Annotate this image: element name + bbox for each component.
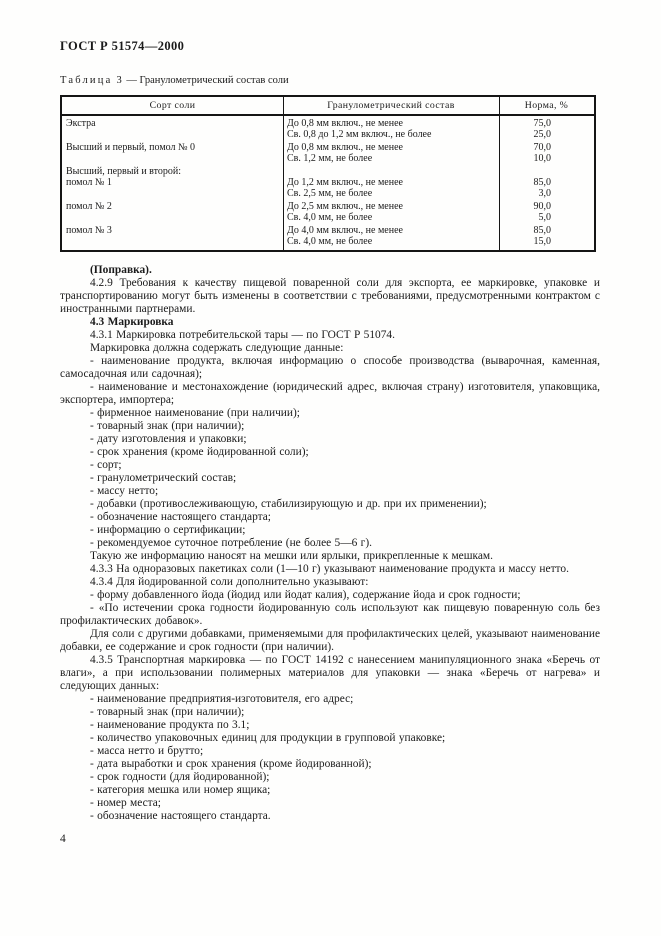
cell-composition bbox=[283, 166, 499, 199]
table-column-header: Норма, % bbox=[524, 100, 569, 111]
table-cell-line: 5,0 bbox=[538, 212, 551, 223]
cell-norm bbox=[499, 201, 594, 223]
paragraph: 4.3.5 Транспортная маркировка — по ГОСТ 14192 с нанесением манипуляционного знака «Беречь от влаги», а при использовании полимерных материалов для упаковки — знака «Беречь от нагрева» и следующих данных: bbox=[60, 654, 600, 692]
table-cell-line: 85,0 bbox=[533, 225, 551, 236]
table-cell-line: До 0,8 мм включ., не менее bbox=[287, 118, 403, 129]
paragraph: - обозначение настоящего стандарта; bbox=[90, 511, 271, 523]
paragraph: - товарный знак (при наличии); bbox=[90, 420, 245, 432]
paragraph: 4.3.1 Маркировка потребительской тары — по ГОСТ Р 51074. bbox=[90, 329, 395, 341]
paragraph: - масса нетто и брутто; bbox=[90, 745, 204, 757]
table-cell-line: До 1,2 мм включ., не менее bbox=[287, 177, 403, 188]
table-cell-line: 75,0 bbox=[533, 118, 551, 129]
paragraph: - срок годности (для йодированной); bbox=[90, 771, 270, 783]
section-heading: 4.3 Маркировка bbox=[90, 316, 174, 328]
table-column-divider bbox=[283, 97, 284, 250]
paragraph: - обозначение настоящего стандарта. bbox=[90, 810, 271, 822]
table-cell-line: помол № 2 bbox=[66, 201, 112, 212]
table-cell-line: Высший, первый и второй: bbox=[66, 166, 182, 177]
paragraph: - дата выработки и срок хранения (кроме йодированной); bbox=[90, 758, 372, 770]
table-caption bbox=[60, 74, 600, 88]
table-cell-line: До 2,5 мм включ., не менее bbox=[287, 201, 403, 212]
table-cell-line: 70,0 bbox=[533, 142, 551, 153]
paragraph: Такую же информацию наносят на мешки или ярлыки, прикрепленные к мешкам. bbox=[90, 550, 493, 562]
cell-sort bbox=[62, 142, 283, 164]
table-cell-line: 10,0 bbox=[533, 153, 551, 164]
table-row bbox=[62, 201, 594, 223]
table-cell-line: 90,0 bbox=[533, 201, 551, 212]
paragraph: 4.3.3 На одноразовых пакетиках соли (1—10 г) указывают наименование продукта и массу нетто. bbox=[90, 563, 569, 575]
table-cell-line: помол № 3 bbox=[66, 225, 112, 236]
cell-sort bbox=[62, 201, 283, 223]
cell-norm bbox=[499, 118, 594, 140]
table-column-header: Сорт соли bbox=[149, 100, 196, 111]
paragraph: Для соли с другими добавками, применяемыми для профилактических целей, указывают наименование добавки, ее содержание и срок годности (при наличии). bbox=[60, 628, 600, 653]
paragraph: - дату изготовления и упаковки; bbox=[90, 433, 247, 445]
paragraph: - наименование продукта, включая информацию о способе производства (выварочная, каменная, самосадочная или садочная); bbox=[60, 355, 600, 380]
table-row bbox=[62, 225, 594, 247]
table-caption-number: 3 bbox=[116, 75, 122, 86]
cell-composition bbox=[283, 225, 499, 247]
cell-norm bbox=[499, 166, 594, 199]
cell-sort bbox=[62, 166, 283, 199]
section-heading: (Поправка). bbox=[90, 264, 152, 276]
paragraph: - номер места; bbox=[90, 797, 161, 809]
table-cell-line: 3,0 bbox=[538, 188, 551, 199]
paragraph: - количество упаковочных единиц для продукции в групповой упаковке; bbox=[90, 732, 446, 744]
paragraph: - добавки (противослеживающую, стабилизирующую и др. при их применении); bbox=[90, 498, 487, 510]
paragraph: - информацию о сертификации; bbox=[90, 524, 246, 536]
paragraph: - срок хранения (кроме йодированной соли); bbox=[90, 446, 309, 458]
table-cell-line: Экстра bbox=[66, 118, 96, 129]
table-cell-line bbox=[499, 166, 594, 177]
paragraph: - категория мешка или номер ящика; bbox=[90, 784, 271, 796]
table-cell-line: Св. 4,0 мм, не более bbox=[287, 236, 373, 247]
paragraph: - рекомендуемое суточное потребление (не более 5—6 г). bbox=[90, 537, 372, 549]
table-caption-text: — Гранулометрический состав соли bbox=[126, 75, 289, 86]
table-caption-word: Таблица bbox=[60, 75, 113, 86]
paragraph: - фирменное наименование (при наличии); bbox=[90, 407, 300, 419]
table-row bbox=[62, 142, 594, 164]
table-cell-line: Св. 2,5 мм, не более bbox=[287, 188, 373, 199]
body-text bbox=[60, 264, 600, 823]
table-column-divider bbox=[499, 97, 500, 250]
paragraph: - товарный знак (при наличии); bbox=[90, 706, 245, 718]
cell-sort bbox=[62, 225, 283, 247]
table-cell-line: Высший и первый, помол № 0 bbox=[66, 142, 196, 153]
cell-norm bbox=[499, 142, 594, 164]
cell-sort bbox=[62, 118, 283, 140]
table-cell-line: помол № 1 bbox=[66, 177, 112, 188]
table-column-header: Гранулометрический состав bbox=[327, 100, 455, 111]
paragraph: - сорт; bbox=[90, 459, 122, 471]
paragraph: - массу нетто; bbox=[90, 485, 159, 497]
table-row bbox=[62, 166, 594, 199]
table-cell-line: Св. 1,2 мм, не более bbox=[287, 153, 373, 164]
cell-composition bbox=[283, 201, 499, 223]
paragraph: - наименование продукта по 3.1; bbox=[90, 719, 250, 731]
table-cell-line: 15,0 bbox=[533, 236, 551, 247]
paragraph: Маркировка должна содержать следующие данные: bbox=[90, 342, 344, 354]
table-cell-line: 25,0 bbox=[533, 129, 551, 140]
table-cell-line: До 0,8 мм включ., не менее bbox=[287, 142, 403, 153]
paragraph: - наименование и местонахождение (юридический адрес, включая страну) изготовителя, упаковщика, экспортера, импортера; bbox=[60, 381, 600, 406]
paragraph: 4.2.9 Требования к качеству пищевой поваренной соли для экспорта, ее маркировке, упаковке и транспортированию могут быть изменены в соответствии с требованиями, предусмотренными контрактом с иностранными партнерами. bbox=[60, 277, 600, 315]
paragraph: - форму добавленного йода (йодид или йодат калия), содержание йода и срок годности; bbox=[90, 589, 521, 601]
page-number: 4 bbox=[60, 833, 66, 845]
paragraph: 4.3.4 Для йодированной соли дополнительно указывают: bbox=[90, 576, 369, 588]
table-header-row bbox=[62, 97, 594, 116]
cell-norm bbox=[499, 225, 594, 247]
doc-number: ГОСТ Р 51574—2000 bbox=[60, 39, 185, 53]
table-cell-line: 85,0 bbox=[533, 177, 551, 188]
table-cell-line: Св. 4,0 мм, не более bbox=[287, 212, 373, 223]
paragraph: - «По истечении срока годности йодированную соль используют как пищевую поваренную соль без профилактических добавок». bbox=[60, 602, 600, 627]
cell-composition bbox=[283, 142, 499, 164]
table-cell-line bbox=[283, 166, 499, 177]
paragraph: - наименование предприятия-изготовителя, его адрес; bbox=[90, 693, 354, 705]
table-body bbox=[62, 116, 594, 250]
table-cell-line: До 4,0 мм включ., не менее bbox=[287, 225, 403, 236]
table-row bbox=[62, 118, 594, 140]
table-cell-line: Св. 0,8 до 1,2 мм включ., не более bbox=[287, 129, 432, 140]
paragraph: - гранулометрический состав; bbox=[90, 472, 237, 484]
granulometric-table bbox=[60, 95, 596, 252]
cell-composition bbox=[283, 118, 499, 140]
